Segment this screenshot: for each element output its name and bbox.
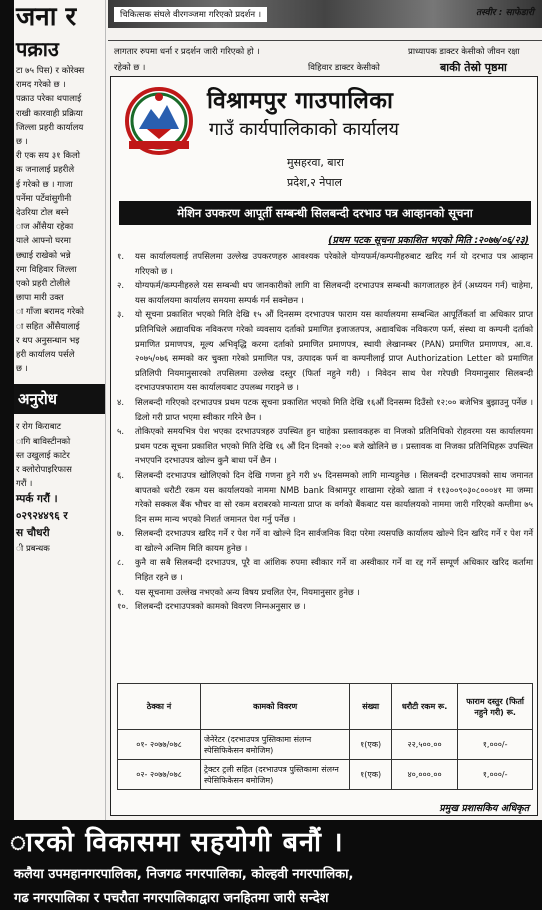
clause-text: यस सूचनामा उल्लेख नभएको अन्य विषय प्रचलित ऐन, नियमानुसार हुनेछ । (135, 586, 360, 597)
left-text-line: एको प्रहरी टोलीले (16, 279, 71, 290)
clause-number: ४. (117, 396, 125, 407)
clause-text: कुनै वा सबै सिलबन्दी दरभाउपत्र, पूरै वा आंशिक रुपमा स्वीकार गर्ने वा अस्वीकार गर्ने वा रद्द गर्ने सम्पूर्ण अधिकार खरिद कर्तामा निहित रहने छ । (135, 557, 533, 583)
table-cell: ट्रेक्टर ट्रली सहित (दरभाउपत्र पुस्तिकामा संलग्न स्पेसिफिकेसन बमोजिम) (201, 760, 350, 790)
clause-text: तोकिएको समयभित्र पेश भएका दरभाउपत्रहरु उपस्थित हुन चाहेका प्रस्तावकहरू वा निजको प्रतिनिधिको रोहवरमा यस कार्यालयमा प्रथम पटक सूचना प्रकाशित भएको मिति देखि १६ औं दिन दिनको २:०० बजे खोलिने छ । प्रस्तावक वा निजका प्रतिनिधिहरू उपस्थित नभएपनि दरभाउपत्र खोल्न कुनै बाधा पर्ने छैन । (135, 426, 533, 466)
clause-number: १. (117, 251, 125, 261)
notice-clause (117, 526, 533, 555)
left-name-line: स चौधरी (16, 527, 50, 540)
device-edge (0, 0, 14, 820)
left-text-line: ागि बाविस्टीनको (16, 436, 71, 447)
address-line-2: प्रदेश,२ नेपाल (287, 176, 342, 189)
table-cell: जेनेरेटर (दरभाउपत्र पुस्तिकामा संलग्न स्पेसिफिकेसन बमोजिम) (201, 730, 350, 760)
clause-number: ९. (117, 586, 125, 597)
left-text-line: देउरिया टोल बस्ने (16, 208, 69, 219)
notice-clause (117, 599, 533, 614)
left-article-text (14, 64, 105, 376)
left-contact-line: म्पर्क गरौं । (16, 493, 58, 506)
clause-number: २. (117, 280, 125, 291)
left-text-line: ा सहित औंसैयालाई (16, 321, 80, 332)
notice-clause (117, 555, 533, 584)
left-text-line: स्त उखुलाई काटेर (16, 450, 70, 461)
table-header: कामको विवरण (201, 684, 350, 730)
table-header-row (118, 684, 533, 730)
top-article-line: रहेको छ । (114, 63, 146, 73)
clause-text: यस कार्यालयलाई तपसिलमा उल्लेख उपकरणहरु आवश्यक परेकोले योग्यफर्म/कम्पनीहरुबाट खरिद गर्न यो दरभाउ पत्र आव्हान गरिएको छ । (135, 251, 533, 276)
table-row (118, 760, 533, 790)
notice-clause (117, 424, 533, 468)
banner-municipalities-line-2: गढ नगरपालिका र पचरौता नगरपालिकाद्वारा जनहितमा जारी सन्देश (14, 891, 329, 906)
left-text-line: र क्लोरोपाइरिफास (16, 465, 72, 476)
left-text-line: री एक सय ३१ किलो (16, 151, 80, 162)
clause-number: ८. (117, 557, 125, 568)
address-line-1: मुसहरवा, बारा (287, 156, 344, 169)
table-cell: ४०,०००.०० (391, 760, 457, 790)
table-header: ठेक्का नं (118, 684, 201, 730)
notice-clause (117, 278, 533, 307)
table-cell: १,०००/- (458, 760, 533, 790)
top-strip (108, 0, 542, 74)
top-article-line: विहिवार डाक्टर केसीको (308, 63, 380, 73)
table-row (118, 730, 533, 760)
table-cell: ०२- २०७७/०७८ (118, 760, 201, 790)
clause-text: शिलबन्दी दरभाउपत्रको कामको विवरण निम्नअनुसार छ । (135, 601, 306, 612)
publication-date: (प्रथम पटक सूचना प्रकाशित भएको मिति :२०७७/०६/२३) (328, 235, 529, 246)
left-title-line: ी प्रबन्धक (16, 544, 50, 555)
photo-credit: तस्वीर : साफेडारी (475, 8, 534, 18)
notice-clause (117, 468, 533, 526)
left-text-line: र रोग किराबाट (16, 422, 62, 433)
table-cell: १(एक) (350, 730, 392, 760)
left-text-line: ई गरेको छ । गाजा (16, 179, 73, 190)
table-cell: १(एक) (350, 760, 392, 790)
continued-label: बाकी तेस्रो पृष्ठमा (440, 61, 507, 74)
left-text-line: पर्नेमा पर्टेवांसुगीनी (16, 193, 72, 204)
left-text-line: याले आफ्नो घरमा (16, 236, 71, 247)
table-header: धरौटी रकम रू. (391, 684, 457, 730)
photo-caption: चिकित्सक संघले वीरगञ्जमा गरिएको प्रदर्शन । (114, 7, 267, 22)
notice-clause (117, 585, 533, 600)
left-text-line: ा गाँजा बरामद गरेको (16, 307, 84, 318)
left-text-line: छ । (16, 137, 28, 148)
table-cell: ०१- २०७७/०७८ (118, 730, 201, 760)
top-article-line: प्राध्यापक डाक्टर केसीको जीवन रक्षा (408, 47, 520, 57)
clause-text: सिलबन्दी दरभाउपत्र खोलिएको दिन देखि गणना हुने गरी ४५ दिनसम्मको लागि मान्यहुनेछ । सिलबन्दी दरभाउपत्रको साथ जमानत बापतको धरौटी रकम यस कार्यालयको नाममा NMB bank विश्रामपुर शाखामा रहेको खाता नं ११३००९०३०८०००४१ मा जम्मा गरेको सक्कल बैंक भौचर वा सो रकम बराबरको मान्यता प्राप्त क वर्गको बैंकबाट यस कार्यालयको नाममा जारी गरिएको कम्तीमा ७५ दिन सम्म मान्य भएको निशर्त जमानत पेश गर्नु पर्नेछ । (135, 469, 533, 524)
notice-clause (117, 307, 533, 395)
clause-number: ६. (117, 469, 125, 480)
nepal-emblem-icon (119, 83, 199, 155)
banner-municipalities-line-1: कलैया उपमहानगरपालिका, निजगढ नगरपालिका, कोल्हवी नगरपालिका, (14, 867, 354, 882)
table-cell: २२,५००.०० (391, 730, 457, 760)
table-header: संख्या (350, 684, 392, 730)
top-article-line: लागतार रुपमा धर्ना र प्रदर्शन जारी गरिएको हो । (114, 47, 260, 57)
left-text-line: पक्राउ परेका थपालाई (16, 94, 82, 105)
public-message-banner (0, 820, 542, 910)
notice-clause (117, 395, 533, 424)
signatory-title: प्रमुख प्रशासकिय अधिकृत (439, 803, 529, 814)
tender-notice (110, 76, 538, 816)
clause-number: ७. (117, 528, 125, 539)
left-headline-2: पक्राउ (16, 37, 59, 61)
left-text-line: छापा मारी उक्त (16, 293, 64, 304)
banner-slogan: ारको विकासमा सहयोगी बनौं । (10, 827, 344, 858)
divider (108, 40, 542, 41)
left-phone-line: ०२९२४४९६ र (16, 510, 68, 523)
work-details-table (117, 683, 533, 790)
clause-number: १०. (117, 601, 129, 612)
office-name: विश्रामपुर गाउपालिका (207, 88, 394, 114)
left-text-line: रमा विहिवार जिल्ला (16, 264, 77, 275)
left-text-line: छ । (16, 364, 28, 375)
table-header: फाराम दस्तुर (फिर्ता नहुने गरी) रू. (458, 684, 533, 730)
left-text-line: छ्याई राखेको भन्ने (16, 250, 71, 261)
notice-title: मेशिन उपकरण आपूर्ती सम्बन्धी सिलबन्दी दरभाउ पत्र आव्हानको सूचना (119, 201, 531, 225)
left-headline-1: जना र (16, 2, 77, 32)
left-text-line: हरी कार्यालय पर्सले (16, 350, 75, 361)
left-text-line: र थप अनुसन्धान भइ (16, 335, 80, 346)
clause-text: योग्यफर्म/कम्पनीहरुले यस सम्बन्धी थप जानकारीको लागि वा सिलबन्दी दरभाउपत्र सम्बन्धी कागजातहरु हेर्न (अध्ययन गर्न) चाहेमा, यस कार्यालयमा कार्यालय समयमा सम्पर्क गर्न सक्नेछन । (135, 280, 533, 305)
left-text-line: जिल्ला प्रहरी कार्यालय (16, 122, 84, 133)
left-text-line: राखी कारवाही प्रक्रिया (16, 108, 83, 119)
left-text-line: क जनालाई प्रहरीले (16, 165, 75, 176)
left-text-line: ाज औंसैया रहेका (16, 222, 74, 233)
notice-clauses (117, 249, 533, 614)
clause-text: यो सूचना प्रकाशित भएको मिति देखि १५ औं दिनसम्म दरभाउपत्र फाराम यस कार्यालयमा सम्बन्धित आपूर्तिकर्ता वा अधिकार प्राप्त प्रतिनिधिले अद्यावधिक नविकरण गरेको व्यवसाय दर्ताको प्रमाणित इजाजतपत्र, अद्यावधिक नविकरण फर्म, संस्था वा कम्पनी दर्ताको प्रमाणित प्रमाणपत्र, मूल्य अभिवृद्धि करमा दर्ताको प्रमाणित प्रमाणपत्र, स्थायी लेखानम्बर (PAN) प्रमाणित प्रमाणपत्र, आ.व. २०७५/०७६ सम्मको कर चुक्ता गरेको प्रमाणित पत्र, उत्पादक फर्म वा कम्पनीलाई प्राप्त Authorization Letter को प्रमाणित प्रतिलिपी नियमानुसारको तपसिलमा उल्लेख दस्तुर (फिर्ता नहुने गरी) । निवेदन साथ पेश गरेपछी नियमानुसार सिलबन्दी दरभाउपत्रफाराम यस कार्यालयबाट उपलब्ध गराइने छ । (135, 309, 533, 393)
left-text-line: रामद गरेको छ । (16, 80, 66, 91)
left-request-band: अनुरोध (14, 384, 105, 414)
clause-number: ३. (117, 309, 125, 320)
clause-text: सिलबन्दी दरभाउपत्र खरिद गर्ने र पेश गर्ने वा खोल्ने दिन सार्वजनिक विदा परेमा त्यसपछि कार्यालय खोल्ने दिन खरिद गर्ने र पेश गर्ने वा खोल्ने अन्तिम मिति कायम हुनेछ । (135, 528, 533, 553)
clause-text: सिलबन्दी गरिएको दरभाउपत्र प्रथम पटक सूचना प्रकाशित भएको मिति देखि १६औं दिनसम्म दिउँसो १२:०० बजेभित्र बुझाउनु पर्नेछ । ढिलो गरी प्राप्त भएमा स्वीकार गरिने छैन । (135, 396, 533, 422)
left-text-line: टा ७५ पिस) र कोरेक्स (16, 66, 85, 76)
left-news-column (14, 0, 106, 820)
table-cell: १,०००/- (458, 730, 533, 760)
left-request-text (14, 420, 105, 491)
notice-clause (117, 249, 533, 278)
clause-number: ५. (117, 426, 125, 437)
office-subtitle: गाउँ कार्यपालिकाको कार्यालय (209, 119, 399, 140)
left-text-line: गरौं । (16, 479, 33, 490)
